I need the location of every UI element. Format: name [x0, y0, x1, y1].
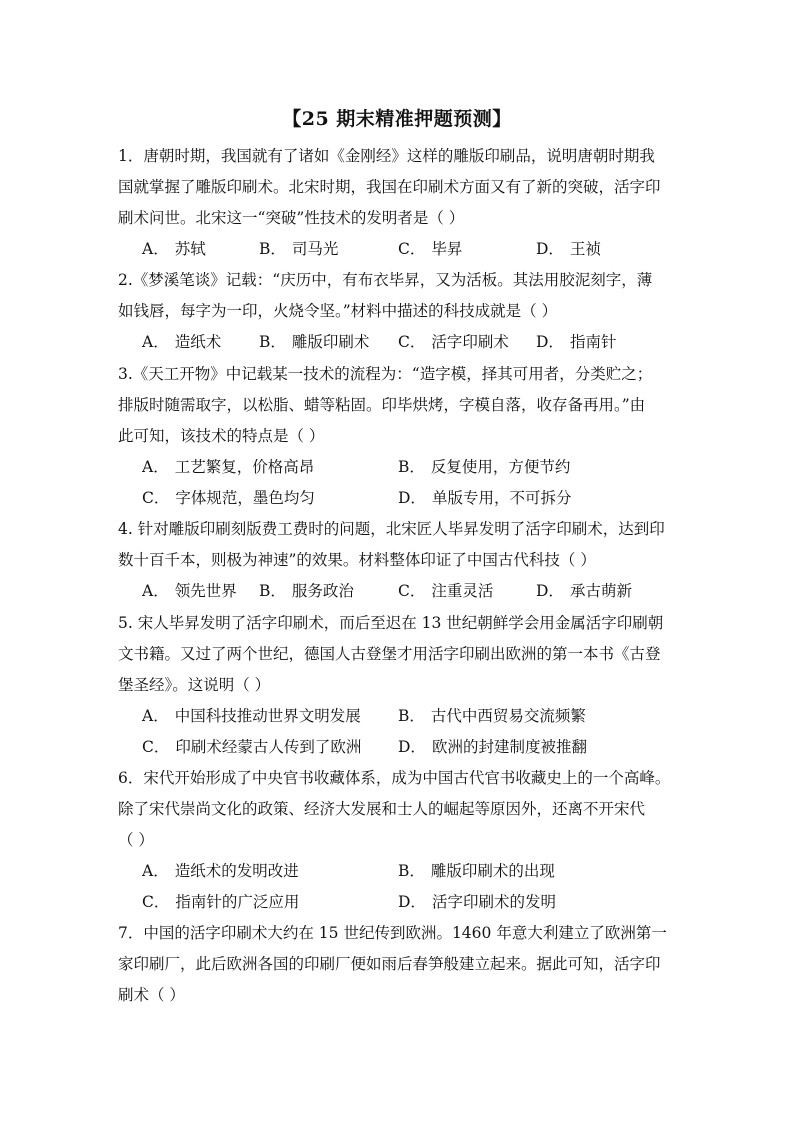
- question-7-line: 7．中国的活字印刷术大约在 15 世纪传到欧洲。1460 年意大利建立了欧洲第一: [118, 924, 667, 942]
- question-4-option: [398, 581, 493, 601]
- option-letter: D．: [536, 333, 564, 351]
- option-letter: B．: [398, 458, 425, 476]
- option-letter: C．: [142, 893, 170, 911]
- option-text: 雕版印刷术: [291, 333, 370, 351]
- question-1-option: [536, 239, 601, 259]
- question-4-option: [536, 581, 632, 601]
- option-letter: B．: [259, 582, 286, 600]
- question-4-line: 数十百千本，则极为神速”的效果。材料整体印证了中国古代科技（ ）: [118, 551, 596, 569]
- question-4-option: [142, 581, 237, 601]
- question-1-option: [259, 239, 338, 259]
- question-5-line: 文书籍。又过了两个世纪，德国人古登堡才用活字印刷出欧洲的第一本书《古登: [118, 645, 661, 663]
- question-1-line: 刷术问世。北宋这一“突破”性技术的发明者是（ ）: [118, 209, 465, 227]
- question-3-option: [142, 457, 314, 477]
- option-text: 承古萌新: [569, 582, 632, 600]
- option-text: 工艺繁复，价格高昂: [174, 458, 315, 476]
- question-2-line: 2.《梦溪笔谈》记载：“庆历中，有布衣毕昇，又为活板。其法用胶泥刻字，薄: [118, 271, 653, 289]
- question-4-option: [259, 581, 354, 601]
- option-letter: B．: [398, 862, 425, 880]
- question-7-line: 家印刷厂，此后欧洲各国的印刷厂便如雨后春笋般建立起来。据此可知，活字印: [118, 955, 661, 973]
- option-text: 欧洲的封建制度被推翻: [431, 738, 587, 756]
- option-text: 中国科技推动世界文明发展: [174, 707, 361, 725]
- option-letter: A．: [142, 862, 169, 880]
- option-text: 指南针: [569, 333, 617, 351]
- question-6-option: [142, 861, 299, 881]
- option-text: 领先世界: [174, 582, 237, 600]
- option-letter: A．: [142, 582, 169, 600]
- option-text: 注重灵活: [431, 582, 494, 600]
- option-text: 指南针的广泛应用: [175, 893, 300, 911]
- question-5-line: 5. 宋人毕昇发明了活字印刷术，而后至迟在 13 世纪朝鲜学会用金属活字印刷朝: [118, 614, 664, 632]
- option-letter: D．: [398, 738, 426, 756]
- option-letter: A．: [142, 240, 169, 258]
- option-text: 司马光: [291, 240, 339, 258]
- question-1-line: 国就掌握了雕版印刷术。北宋时期，我国在印刷术方面又有了新的突破，活字印: [118, 178, 661, 196]
- question-2-option: [398, 332, 509, 352]
- question-1-line: 1．唐朝时期，我国就有了诸如《金刚经》这样的雕版印刷品，说明唐朝时期我: [118, 147, 655, 165]
- option-letter: C．: [142, 738, 170, 756]
- question-1-option: [398, 239, 462, 259]
- option-letter: D．: [536, 240, 564, 258]
- option-text: 活字印刷术: [431, 333, 509, 351]
- option-letter: A．: [142, 707, 169, 725]
- question-6-line: 6．宋代开始形成了中央官书收藏体系，成为中国古代官书收藏史上的一个高峰。: [118, 769, 671, 787]
- question-6-option: [142, 892, 299, 912]
- question-6-option: [398, 861, 555, 881]
- question-3-line: 排版时随需取字，以松脂、蜡等粘固。印毕烘烤，字模自落，收存备再用。”由: [118, 396, 646, 414]
- question-5-option: [398, 706, 586, 726]
- question-2-option: [259, 332, 369, 352]
- option-text: 古代中西贸易交流频繁: [430, 707, 586, 725]
- option-letter: B．: [259, 240, 286, 258]
- option-text: 字体规范，墨色均匀: [175, 489, 315, 507]
- option-text: 服务政治: [291, 582, 354, 600]
- option-letter: A．: [142, 458, 169, 476]
- option-letter: D．: [398, 893, 426, 911]
- option-letter: C．: [142, 489, 170, 507]
- option-text: 苏轼: [174, 240, 206, 258]
- page-title: 【25 期末精准押题预测】: [282, 108, 512, 130]
- question-5-option: [142, 737, 361, 757]
- question-3-option: [398, 457, 570, 477]
- option-letter: D．: [398, 489, 426, 507]
- question-3-line: 此可知，该技术的特点是（ ）: [118, 427, 325, 445]
- question-5-option: [142, 706, 361, 726]
- option-text: 王祯: [569, 240, 601, 258]
- option-text: 反复使用，方便节约: [430, 458, 571, 476]
- question-6-option: [398, 892, 556, 912]
- option-letter: A．: [142, 333, 169, 351]
- option-text: 雕版印刷术的出现: [430, 862, 555, 880]
- option-text: 活字印刷术的发明: [431, 893, 556, 911]
- question-3-line: 3.《天工开物》中记载某一技术的流程为：“造字模，择其可用者，分类贮之；: [118, 365, 653, 383]
- option-letter: C．: [398, 582, 426, 600]
- option-letter: C．: [398, 333, 426, 351]
- option-text: 造纸术: [174, 333, 222, 351]
- question-4-line: 4. 针对雕版印刷刻版费工费时的问题，北宋匠人毕昇发明了活字印刷术，达到印: [118, 520, 665, 538]
- question-5-option: [398, 737, 587, 757]
- question-1-option: [142, 239, 206, 259]
- option-letter: B．: [259, 333, 286, 351]
- question-6-line: 除了宋代崇尚文化的政策、经济大发展和士人的崛起等原因外，还离不开宋代: [118, 800, 646, 818]
- option-text: 单版专用，不可拆分: [431, 489, 572, 507]
- question-6-line: （ ）: [118, 831, 154, 849]
- question-3-option: [398, 488, 571, 508]
- question-5-line: 堡圣经》。这说明（ ）: [118, 676, 271, 694]
- option-text: 印刷术经蒙古人传到了欧洲: [175, 738, 362, 756]
- question-2-line: 如钱唇，每字为一印，火烧令坚。”材料中描述的科技成就是（ ）: [118, 302, 558, 320]
- question-7-line: 刷术（ ）: [118, 986, 185, 1004]
- option-text: 造纸术的发明改进: [174, 862, 299, 880]
- option-text: 毕昇: [431, 240, 463, 258]
- question-2-option: [142, 332, 221, 352]
- option-letter: D．: [536, 582, 564, 600]
- option-letter: C．: [398, 240, 426, 258]
- option-letter: B．: [398, 707, 425, 725]
- question-3-option: [142, 488, 315, 508]
- question-2-option: [536, 332, 616, 352]
